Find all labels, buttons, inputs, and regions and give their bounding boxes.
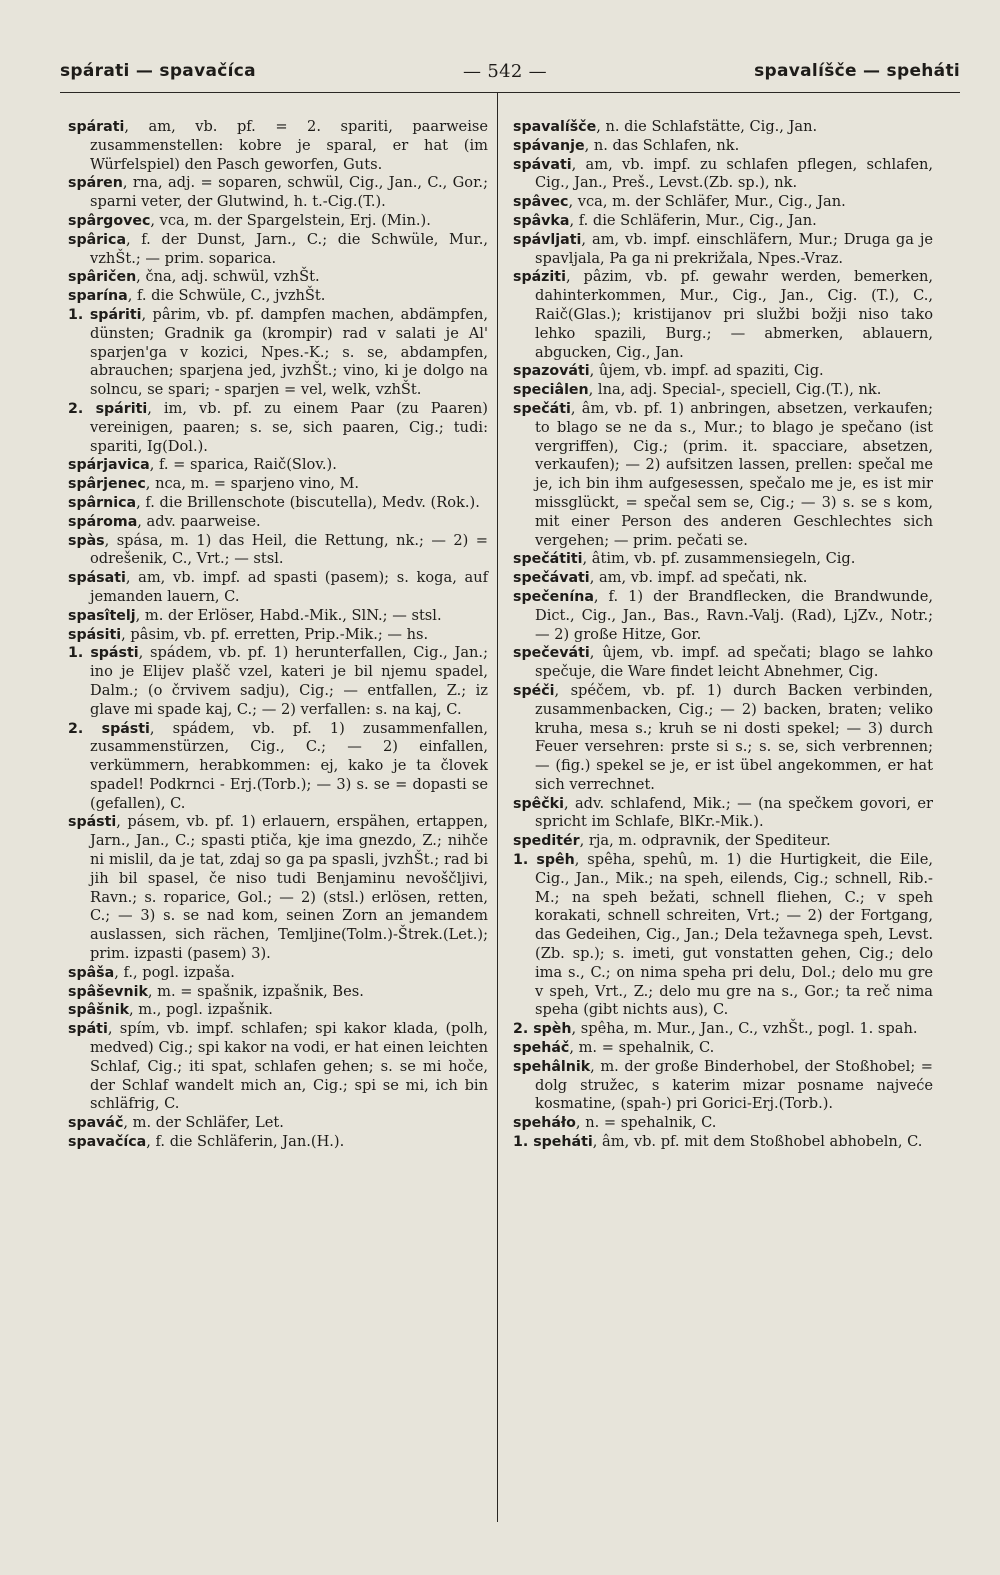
entry-definition: , âm, vb. pf. 1) anbringen, absetzen, verkaufen; to blago se ne da s., Mur.; to blago je spečano (ist vergriffen), Cig.; (prim. it. spacciare, absetzen, verkaufen); — 2) aufsitzen lassen, prellen: spečal me je, ich bin ihm aufgesessen, spečalo me je, es ist mir missglückt, = spečal sem se, Cig.; — 3) s. se s kom, mit einer Person des anderen Geschlechtes sich vergehen; — prim. pečati se.	[535, 399, 933, 549]
entry-definition: , am, vb. impf. zu schlafen pflegen, schlafen, Cig., Jan., Preš., Levst.(Zb. sp.), nk.	[535, 155, 933, 192]
entry-headword: spasîtelj	[68, 607, 136, 624]
entry-headword: spávanje	[513, 137, 585, 154]
dictionary-entry	[68, 644, 488, 719]
dictionary-entry	[68, 813, 488, 963]
entry-headword: speciâlen	[513, 382, 589, 399]
entry-definition: , f. die Schwüle, C., jvzhŠt.	[127, 287, 326, 305]
entry-definition: , nca, m. = sparjeno vino, M.	[145, 475, 360, 493]
entry-headword: spâšnik	[68, 1002, 130, 1019]
column-divider	[497, 92, 498, 1522]
dictionary-entry	[513, 1039, 933, 1058]
dictionary-entry	[68, 306, 488, 400]
header-rule	[60, 92, 960, 93]
dictionary-entry	[68, 268, 488, 287]
dictionary-entry	[513, 268, 933, 362]
entry-headword: spásti	[68, 814, 117, 831]
entry-definition: , vca, m. der Schläfer, Mur., Cig., Jan.	[568, 193, 846, 211]
right-column	[513, 118, 933, 1152]
entry-headword: spêčki	[513, 795, 564, 812]
entry-definition: , f. = sparica, Raič(Slov.).	[149, 456, 337, 474]
dictionary-entry	[68, 569, 488, 607]
entry-headword: spârica	[68, 231, 127, 248]
entry-headword: speháło	[513, 1115, 576, 1132]
entry-headword: spávljati	[513, 231, 582, 248]
entry-definition: , ûjem, vb. impf. ad spečati; blago se lahko spečuje, die Ware findet leicht Abnehmer, Cig.	[535, 644, 933, 681]
dictionary-entry	[513, 193, 933, 212]
dictionary-entry	[513, 1133, 933, 1152]
entry-headword: spáren	[68, 175, 123, 192]
dictionary-entry	[513, 400, 933, 550]
dictionary-entry	[513, 137, 933, 156]
entry-headword: spâša	[68, 964, 115, 981]
entry-definition: , am, vb. impf. ad spasti (pasem); s. koga, auf jemanden lauern, C.	[90, 569, 488, 605]
dictionary-entry	[68, 231, 488, 269]
entry-headword: spásiti	[68, 626, 122, 643]
entry-definition: , pâzim, vb. pf. gewahr werden, bemerken, dahinterkommen, Mur., Cig., Jan., Cig. (T.), C., Raič(Glas.); kristijanov pri službi božji niso tako lehko spazili, Burg.; — abmerken, ablauern, abgucken, Cig., Jan.	[535, 268, 933, 361]
entry-headword: spečátiti	[513, 551, 583, 568]
entry-definition: , pârim, vb. pf. dampfen machen, abdämpfen, dünsten; Gradnik ga (krompir) rad v salati je Al' sparjen'ga v kozici, Npes.-K.; s. se, abdampfen, abrauchen; sparjena jed, jvzhŠt.; vino, ki je dolgo na solncu, se spari; - sparjen = vel, welk, vzhŠt.	[90, 305, 488, 399]
entry-definition: , f. die Brillenschote (biscutella), Medv. (Rok.).	[136, 493, 480, 511]
dictionary-entry	[513, 1020, 933, 1039]
entry-headword: spâvka	[513, 212, 570, 229]
dictionary-entry	[68, 532, 488, 570]
dictionary-entry	[68, 513, 488, 532]
entry-definition: , m. = spehalnik, C.	[569, 1039, 715, 1057]
dictionary-entry	[68, 400, 488, 456]
entry-headword: spehâlnik	[513, 1058, 591, 1075]
dictionary-entry	[513, 1058, 933, 1114]
entry-definition: , spádem, vb. pf. 1) zusammenfallen, zusammenstürzen, Cig., C.; — 2) einfallen, verkümmern, herabkommen: ej, kako je ta človek spadel! Podkrnci - Erj.(Torb.); — 3) s. se = dopasti se (gefallen), C.	[90, 719, 488, 812]
entry-headword: 2. spèh	[513, 1021, 572, 1038]
entry-headword: spásati	[68, 570, 126, 587]
entry-definition: , rja, m. odpravnik, der Spediteur.	[579, 832, 831, 850]
entry-headword: spavalíšče	[513, 119, 597, 135]
entry-definition: , spêha, m. Mur., Jan., C., vzhŠt., pogl. 1. spah.	[571, 1020, 918, 1038]
entry-definition: , ûjem, vb. impf. ad spaziti, Cig.	[589, 362, 824, 380]
dictionary-entry	[68, 212, 488, 231]
dictionary-entry	[68, 174, 488, 212]
entry-headword: spávati	[513, 156, 572, 173]
entry-headword: spáziti	[513, 269, 566, 286]
left-column	[68, 118, 488, 1152]
dictionary-entry	[68, 983, 488, 1002]
entry-definition: , âtim, vb. pf. zusammensiegeln, Cig.	[582, 550, 856, 568]
dictionary-entry	[513, 118, 933, 137]
dictionary-entry	[68, 1020, 488, 1114]
dictionary-entry	[68, 475, 488, 494]
entry-definition: , am, vb. pf. = 2. spariti, paarweise zusammenstellen: kobre je sparal, er hat (im Würfelspiel) den Pasch geworfen, Guts.	[90, 118, 488, 173]
entry-headword: spâričen	[68, 269, 137, 286]
entry-definition: , am, vb. impf. ad spečati, nk.	[589, 569, 808, 587]
entry-definition: , spéčem, vb. pf. 1) durch Backen verbinden, zusammenbacken, Cig.; — 2) backen, braten; veliko kruha, mesa s.; kruh se ni dosti spekel; — 3) durch Feuer versehren: prste si s.; s. se, sich verbrennen; — (fig.) spekel se je, er ist übel angekommen, er hat sich verrechnet.	[535, 681, 933, 793]
entry-definition: , m. = spašnik, izpašnik, Bes.	[147, 982, 364, 1000]
dictionary-entry	[513, 795, 933, 833]
dictionary-entry	[68, 494, 488, 513]
dictionary-entry	[68, 720, 488, 814]
entry-definition: , f., pogl. izpaša.	[114, 963, 235, 981]
entry-headword: speháč	[513, 1040, 570, 1057]
entry-headword: spáti	[68, 1021, 108, 1038]
entry-headword: 1. spáriti	[68, 306, 142, 323]
entry-definition: , m. der große Binderhobel, der Stoßhobel; = dolg stružec, s katerim mizar posname najveće kosmatine, (spah-) pri Gorici-Erj.(Torb.).	[535, 1057, 933, 1113]
entry-headword: spâševnik	[68, 983, 148, 1000]
entry-headword: 1. spêh	[513, 852, 575, 869]
entry-headword: spavačíca	[68, 1134, 147, 1151]
entry-headword: spârgovec	[68, 212, 151, 229]
entry-definition: , spádem, vb. pf. 1) herunterfallen, Cig., Jan.; ino je Elijev plašč vzel, kateri je bil njemu spadel, Dalm.; (o črvivem sadju), Cig.; — entfallen, Z.; iz glave mi spade kaj, C.; — 2) verfallen: s. na kaj, C.	[90, 644, 488, 718]
entry-definition: , im, vb. pf. zu einem Paar (zu Paaren) vereinigen, paaren; s. se, sich paaren, Cig.; tudi: spariti, Ig(Dol.).	[90, 399, 488, 455]
entry-headword: spârnica	[68, 494, 137, 511]
entry-headword: 1. speháti	[513, 1134, 593, 1151]
entry-headword: spéči	[513, 682, 555, 699]
dictionary-entry	[513, 381, 933, 400]
entry-headword: spàs	[68, 532, 105, 549]
dictionary-entry	[513, 644, 933, 682]
entry-definition: , m. der Erlöser, Habd.-Mik., SlN.; — stsl.	[135, 606, 442, 624]
dictionary-entry	[513, 682, 933, 795]
entry-definition: , n. = spehalnik, C.	[575, 1114, 717, 1132]
entry-headword: 1. spásti	[68, 645, 139, 662]
running-header	[60, 56, 960, 86]
dictionary-entry	[68, 456, 488, 475]
page-number: — 542 —	[463, 60, 547, 82]
entry-definition: , pâsim, vb. pf. erretten, Prip.-Mik.; — hs.	[121, 625, 429, 643]
entry-definition: , rna, adj. = soparen, schwül, Cig., Jan., C., Gor.; sparni veter, der Glutwind, h. t.-Cig.(T.).	[90, 174, 488, 211]
entry-definition: , vca, m. der Spargelstein, Erj. (Min.).	[150, 211, 431, 229]
dictionary-entry	[513, 212, 933, 231]
entry-definition: , lna, adj. Special-, speciell, Cig.(T.), nk.	[588, 381, 882, 399]
dictionary-entry	[68, 287, 488, 306]
entry-definition: , spím, vb. impf. schlafen; spi kakor klada, (polh, medved) Cig.; spi kakor na vodi, er hat einen leichten Schlaf, Cig.; iti spat, schlafen gehen; s. se mi hoče, der Schlaf wandelt mich an, Cig.; spi se mi, ich bin schläfrig, C.	[90, 1020, 488, 1113]
dictionary-entry	[513, 588, 933, 644]
entry-definition: , spêha, spehû, m. 1) die Hurtigkeit, die Eile, Cig., Jan., Mik.; na speh, eilends, Cig.; schnell, Rib.-M.; na speh bežati, schnell fliehen, C.; v speh korakati, schnell schreiten, Vrt.; — 2) der Fortgang, das Gedeihen, Cig., Jan.; Dela težavnega speh, Levst.(Zb. sp.); s. imeti, gut vonstatten gehen, Cig.; delo ima s., C.; on nima speha pri delu, Dol.; delo mu gre v speh, Vrt., Z.; delo mu gre na s., Gor.; ta reč nima speha (gibt nichts aus), C.	[535, 851, 933, 1019]
entry-definition: , f. die Schläferin, Jan.(H.).	[146, 1133, 345, 1151]
entry-headword: sparína	[68, 288, 128, 305]
header-right: spavalíšče — speháti	[754, 61, 960, 81]
entry-headword: speditér	[513, 833, 580, 850]
entry-headword: spečenína	[513, 588, 594, 605]
entry-definition: , f. 1) der Brandflecken, die Brandwunde, Dict., Cig., Jan., Bas., Ravn.-Valj. (Rad), LjZv., Notr.; — 2) große Hitze, Gor.	[535, 587, 933, 643]
entry-headword: spečáti	[513, 400, 571, 417]
entry-definition: , am, vb. impf. einschläfern, Mur.; Druga ga je spavljala, Pa ga ni prekrižala, Npes.-Vraz.	[535, 230, 933, 267]
entry-headword: spárjavica	[68, 457, 150, 474]
dictionary-entry	[68, 1114, 488, 1133]
dictionary-entry	[513, 569, 933, 588]
entry-headword: spároma	[68, 513, 138, 530]
entry-definition: , m., pogl. izpašnik.	[129, 1001, 273, 1019]
dictionary-entry	[513, 362, 933, 381]
entry-definition: , âm, vb. pf. mit dem Stoßhobel abhobeln, C.	[592, 1133, 923, 1151]
dictionary-entry	[513, 1114, 933, 1133]
entry-headword: spárati	[68, 119, 125, 135]
dictionary-entry	[68, 607, 488, 626]
entry-headword: spazováti	[513, 363, 590, 380]
entry-definition: , n. das Schlafen, nk.	[584, 136, 740, 154]
entry-definition: , m. der Schläfer, Let.	[123, 1114, 284, 1132]
dictionary-entry	[513, 231, 933, 269]
entry-definition: , pásem, vb. pf. 1) erlauern, erspähen, ertappen, Jarn., Jan., C.; spasti ptiča, kje ima gnezdo, Z.; nihče ni mislil, da je tat, zdaj so ga pa spasli, jvzhŠt.; rad bi jih bil spasel, če niso tudi Benjaminu nevoščljivi, Ravn.; s. roparice, Gol.; — 2) (stsl.) erlösen, retten, C.; — 3) s. se nad kom, seinen Zorn an jemandem auslassen, sich rächen, Temljine(Tolm.)-Štrek.(Let.); prim. izpasti (pasem) 3).	[90, 813, 488, 963]
entry-definition: , n. die Schlafstätte, Cig., Jan.	[596, 118, 818, 135]
entry-definition: , spása, m. 1) das Heil, die Rettung, nk.; — 2) = odrešenik, C., Vrt.; — stsl.	[90, 531, 488, 568]
dictionary-entry	[68, 1001, 488, 1020]
entry-definition: , adv. paarweise.	[137, 512, 261, 530]
dictionary-entry	[68, 118, 488, 174]
dictionary-entry	[68, 1133, 488, 1152]
dictionary-entry	[513, 851, 933, 1020]
entry-definition: , f. der Dunst, Jarn., C.; die Schwüle, Mur., vzhŠt.; — prim. soparica.	[90, 230, 488, 267]
header-left: spárati — spavačíca	[60, 61, 256, 81]
dictionary-entry	[513, 832, 933, 851]
dictionary-entry	[513, 156, 933, 194]
entry-headword: spečeváti	[513, 645, 590, 662]
dictionary-entry	[68, 964, 488, 983]
entry-headword: spâvec	[513, 194, 569, 211]
entry-headword: spaváč	[68, 1115, 124, 1132]
entry-headword: spečávati	[513, 570, 590, 587]
entry-definition: , f. die Schläferin, Mur., Cig., Jan.	[569, 211, 817, 229]
entry-definition: , čna, adj. schwül, vzhŠt.	[136, 268, 320, 286]
entry-definition: , adv. schlafend, Mik.; — (na spečkem govori, er spricht im Schlafe, BlKr.-Mik.).	[535, 794, 933, 831]
entry-headword: spârjenec	[68, 476, 146, 493]
entry-headword: 2. spásti	[68, 720, 150, 737]
entry-headword: 2. spáriti	[68, 400, 148, 417]
dictionary-entry	[513, 550, 933, 569]
dictionary-entry	[68, 626, 488, 645]
